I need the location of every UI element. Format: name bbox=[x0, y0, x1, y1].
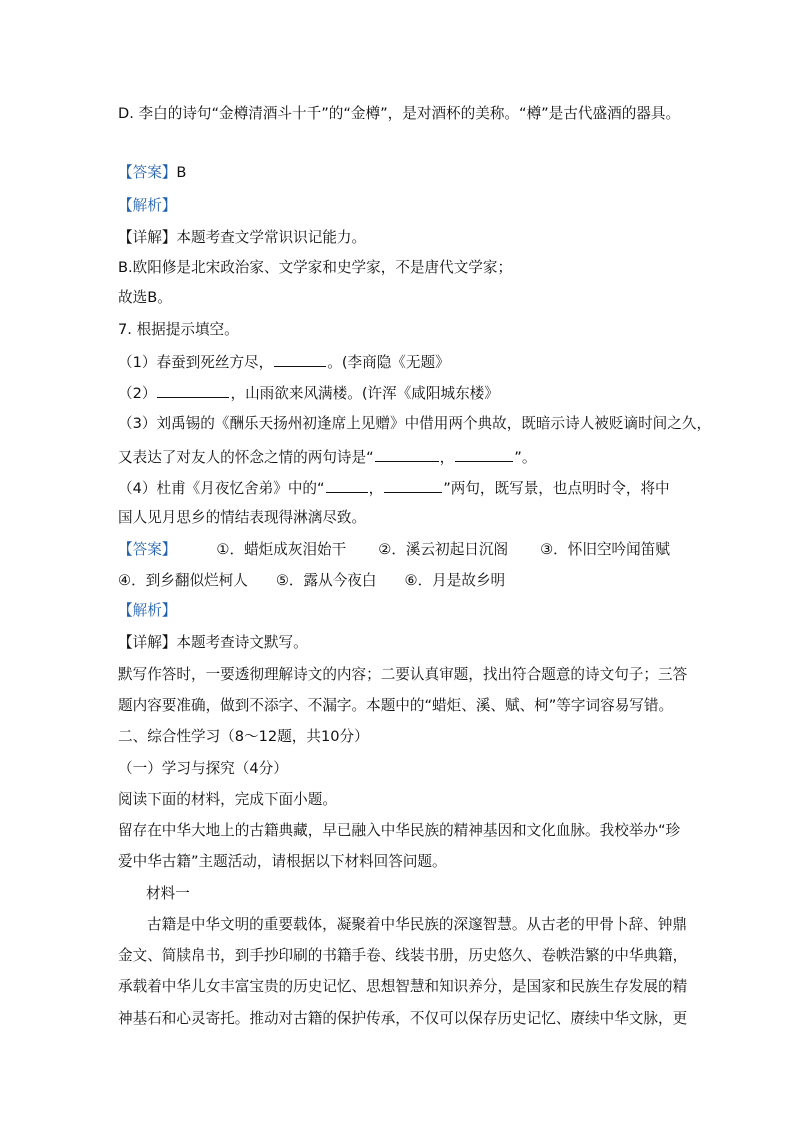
q7-title bbox=[118, 320, 239, 340]
option-d-text: D. 李白的诗句“金樽清酒斗十千”的“金樽”，是对酒杯的美称。“樽”是古代盛酒的器具。 bbox=[118, 105, 681, 122]
q7-item2 bbox=[118, 382, 499, 404]
item-text: ，山雨欲来风满楼。(许浑《咸阳城东楼》 bbox=[230, 385, 499, 402]
section2-instruction bbox=[118, 790, 337, 810]
material-line1 bbox=[147, 915, 687, 935]
q6-answer-line bbox=[118, 163, 186, 183]
option-d-line bbox=[118, 104, 680, 124]
fill-blank bbox=[274, 351, 326, 367]
detail-label: 【详解】 bbox=[118, 634, 177, 651]
fill-blank bbox=[157, 382, 229, 398]
q7-item3-line2 bbox=[118, 446, 536, 468]
item-text: 国人见月思乡的情结表现得淋漓尽致。 bbox=[118, 509, 367, 526]
paragraph-text: 金文、简牍帛书，到手抄印刷的书籍手卷、线装书册，历史悠久、卷帙浩繁的中华典籍， bbox=[118, 947, 688, 964]
item-text: （3）刘禹锡的《酬乐天扬州初逢席上见赠》中借用两个典故，既暗示诗人被贬谪时间之久， bbox=[118, 415, 712, 432]
conclusion-text: 故选B。 bbox=[118, 289, 172, 306]
paragraph-text: 题内容要准确，做到不添字、不漏字。本题中的“蜡炬、溪、赋、柯”等字词容易写错。 bbox=[118, 697, 674, 714]
q7-para-line2 bbox=[118, 696, 673, 716]
material-line3 bbox=[118, 977, 687, 997]
item-text: 又表达了对友人的怀念之情的两句诗是“ bbox=[118, 449, 374, 466]
fill-blank bbox=[375, 446, 439, 462]
detail-label: 【详解】 bbox=[118, 229, 177, 246]
answer-tag: 【答案】 bbox=[118, 164, 177, 181]
q7-item4-line2 bbox=[118, 508, 366, 528]
section2-intro-line1 bbox=[118, 821, 680, 841]
analysis-tag: 【解析】 bbox=[118, 602, 177, 619]
answer-item-2: ②．溪云初起日沉阁 bbox=[378, 541, 509, 558]
q7-item3-line1 bbox=[118, 414, 711, 434]
instruction-text: 阅读下面的材料，完成下面小题。 bbox=[118, 791, 337, 808]
material-line2 bbox=[118, 946, 687, 966]
analysis-tag: 【解析】 bbox=[118, 197, 177, 214]
answer-value: B bbox=[176, 164, 187, 181]
paragraph-text: 默写作答时，一要透彻理解诗文的内容；二要认真审题，找出符合题意的诗文句子；三答 bbox=[118, 666, 688, 683]
answer-item-4: ④．到乡翻似烂柯人 bbox=[118, 572, 248, 589]
material-label bbox=[146, 884, 190, 904]
q7-answer-line2 bbox=[118, 571, 505, 591]
answer-item-5: ⑤．露从今夜白 bbox=[275, 572, 377, 589]
item-text: ”两句，既写景，也点明时令，将中 bbox=[443, 480, 670, 497]
item-text: ， bbox=[439, 449, 455, 466]
paragraph-text: 神基石和心灵寄托。推动对古籍的保护传承，不仅可以保存历史记忆、赓续中华文脉，更 bbox=[118, 1010, 688, 1027]
q7-item4-line1 bbox=[118, 477, 670, 499]
q7-analysis-line bbox=[118, 601, 176, 621]
item-text: （1）春蚕到死丝方尽， bbox=[118, 354, 274, 371]
q7-para-line1 bbox=[118, 665, 687, 685]
detail-text: 本题考查诗文默写。 bbox=[176, 634, 308, 651]
answer-item-3: ③．怀旧空吟闻笛赋 bbox=[540, 541, 670, 558]
item-text: ， bbox=[368, 480, 384, 497]
item-text: （4）杜甫《月夜忆舍弟》中的“ bbox=[118, 480, 325, 497]
fill-blank bbox=[326, 477, 368, 493]
section2-intro-line2 bbox=[118, 852, 447, 872]
item-text: （2） bbox=[118, 385, 157, 402]
q7-answer-line1 bbox=[118, 540, 670, 560]
detail-text: 本题考查文学常识识记能力。 bbox=[176, 229, 367, 246]
q6-detail-line bbox=[118, 228, 366, 248]
material-heading: 材料一 bbox=[146, 885, 190, 902]
answer-tag: 【答案】 bbox=[118, 541, 177, 558]
section2-sub1 bbox=[118, 759, 288, 779]
paragraph-text: 承载着中华儿女丰富宝贵的历史记忆、思想智慧和知识养分，是国家和民族生存发展的精 bbox=[118, 978, 688, 995]
answer-item-6: ⑥．月是故乡明 bbox=[404, 572, 506, 589]
explanation-text: B.欧阳修是北宋政治家、文学家和史学家，不是唐代文学家； bbox=[118, 259, 513, 276]
q6-analysis-line bbox=[118, 196, 176, 216]
item-text: 。(李商隐《无题》 bbox=[327, 354, 450, 371]
paragraph-text: 留存在中华大地上的古籍典藏，早已融入中华民族的精神基因和文化血脉。我校举办“珍 bbox=[118, 822, 681, 839]
subsection-heading: （一）学习与探究（4分） bbox=[118, 760, 288, 777]
material-line4 bbox=[118, 1009, 687, 1029]
fill-blank bbox=[384, 477, 442, 493]
paragraph-text: 爱中华古籍”主题活动，请根据以下材料回答问题。 bbox=[118, 853, 447, 870]
question-title: 7. 根据提示填空。 bbox=[118, 321, 239, 338]
q7-detail-line bbox=[118, 633, 308, 653]
fill-blank bbox=[455, 446, 513, 462]
section-heading: 二、综合性学习（8～12题，共10分） bbox=[118, 728, 369, 745]
item-text: ”。 bbox=[514, 449, 537, 466]
answer-item-1: ①．蜡炬成灰泪始干 bbox=[216, 541, 347, 558]
q7-item1 bbox=[118, 351, 450, 373]
section2-title bbox=[118, 727, 369, 747]
paragraph-text: 古籍是中华文明的重要载体，凝聚着中华民族的深邃智慧。从古老的甲骨卜辞、钟鼎 bbox=[147, 916, 687, 933]
q6-conclusion bbox=[118, 288, 172, 308]
q6-line-b bbox=[118, 258, 512, 278]
